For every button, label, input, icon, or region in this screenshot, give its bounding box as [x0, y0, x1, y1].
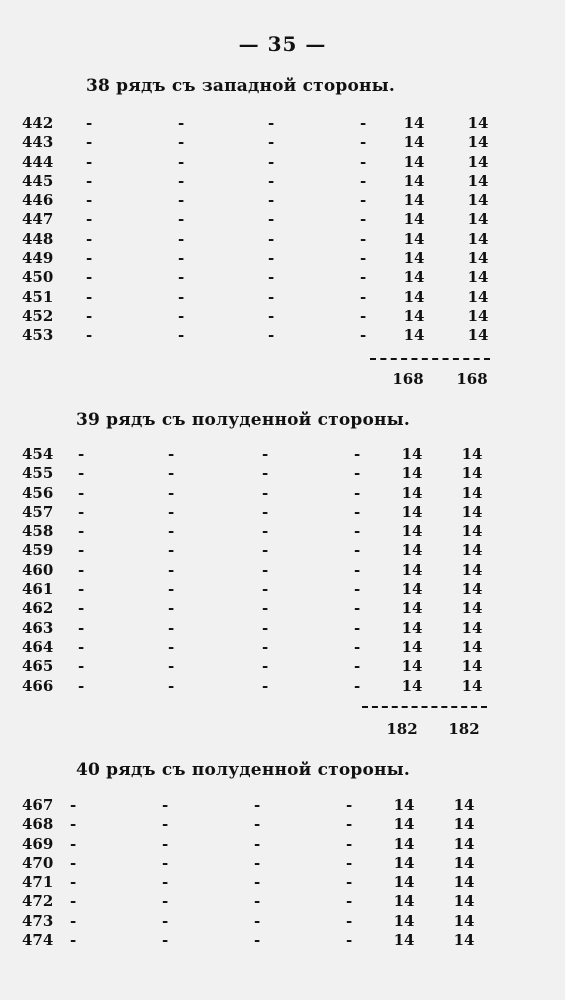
value-col1: 14 [403, 229, 425, 248]
value-col2: 14 [461, 464, 483, 483]
table-row [0, 484, 565, 503]
ditto-dash: - [178, 326, 185, 345]
table-row [0, 503, 565, 522]
ditto-dash: - [168, 541, 175, 560]
ditto-dash: - [354, 522, 361, 541]
ditto-dash: - [70, 796, 77, 814]
value-col1: 14 [403, 133, 425, 152]
ditto-dash: - [86, 191, 93, 210]
ditto-dash: - [254, 853, 261, 872]
table-row [0, 326, 565, 345]
ditto-dash: - [168, 676, 175, 695]
ditto-dash: - [254, 815, 261, 834]
ditto-dash: - [268, 133, 275, 152]
ditto-dash: - [162, 815, 169, 834]
ditto-dash: - [360, 152, 367, 171]
ditto-dash: - [70, 892, 77, 911]
ditto-dash: - [354, 580, 361, 599]
ditto-dash: - [262, 502, 269, 521]
ditto-dash: - [86, 287, 93, 306]
table-row [0, 638, 565, 657]
ditto-dash: - [346, 892, 353, 911]
ditto-dash: - [262, 676, 269, 695]
row-number: 450 [22, 268, 54, 287]
ditto-dash: - [78, 483, 85, 502]
ditto-dash: - [268, 152, 275, 171]
ditto-dash: - [162, 853, 169, 872]
ditto-dash: - [78, 445, 85, 463]
value-col2: 14 [461, 676, 483, 695]
ditto-dash: - [262, 637, 269, 656]
ditto-dash: - [178, 114, 185, 132]
value-col1: 14 [403, 210, 425, 229]
ditto-dash: - [78, 580, 85, 599]
value-col2: 14 [461, 483, 483, 502]
value-col1: 14 [401, 502, 423, 521]
ditto-dash: - [78, 560, 85, 579]
table-row [0, 230, 565, 249]
row-number: 470 [22, 853, 54, 872]
value-col1: 14 [401, 541, 423, 560]
row-number: 474 [22, 931, 54, 950]
value-col1: 14 [401, 560, 423, 579]
value-col2: 14 [453, 873, 475, 892]
value-col2: 14 [453, 853, 475, 872]
ditto-dash: - [360, 210, 367, 229]
row-number: 449 [22, 249, 54, 268]
ditto-dash: - [360, 326, 367, 345]
ditto-dash: - [354, 502, 361, 521]
table-row [0, 931, 565, 950]
table-row [0, 307, 565, 326]
ditto-dash: - [178, 191, 185, 210]
ditto-dash: - [354, 464, 361, 483]
row-number: 454 [22, 445, 54, 463]
ditto-dash: - [70, 834, 77, 853]
ditto-dash: - [78, 618, 85, 637]
ditto-dash: - [354, 560, 361, 579]
ditto-dash: - [360, 229, 367, 248]
value-col1: 14 [401, 483, 423, 502]
value-col1: 14 [393, 796, 415, 814]
ditto-dash: - [86, 152, 93, 171]
section-rows-39 [0, 445, 565, 696]
ditto-dash: - [178, 152, 185, 171]
row-number: 451 [22, 287, 54, 306]
ditto-dash: - [254, 892, 261, 911]
ditto-dash: - [78, 676, 85, 695]
table-row [0, 541, 565, 560]
value-col2: 14 [461, 560, 483, 579]
row-number: 468 [22, 815, 54, 834]
value-col1: 14 [401, 522, 423, 541]
section-heading-39: 39 рядъ съ полуденной стороны. [76, 410, 411, 430]
ditto-dash: - [168, 483, 175, 502]
ditto-dash: - [86, 229, 93, 248]
value-col1: 14 [401, 657, 423, 676]
value-col2: 14 [453, 931, 475, 950]
ditto-dash: - [168, 522, 175, 541]
ditto-dash: - [78, 502, 85, 521]
ditto-dash: - [178, 171, 185, 190]
ditto-dash: - [86, 210, 93, 229]
value-col2: 14 [467, 152, 489, 171]
row-number: 462 [22, 599, 54, 618]
value-col1: 14 [393, 931, 415, 950]
table-row [0, 892, 565, 911]
value-col1: 14 [401, 599, 423, 618]
table-row [0, 796, 565, 815]
ditto-dash: - [262, 580, 269, 599]
ditto-dash: - [360, 249, 367, 268]
ditto-dash: - [268, 171, 275, 190]
row-number: 463 [22, 618, 54, 637]
ditto-dash: - [262, 560, 269, 579]
value-col1: 14 [403, 114, 425, 132]
ditto-dash: - [178, 287, 185, 306]
table-row [0, 249, 565, 268]
ditto-dash: - [168, 657, 175, 676]
value-col1: 14 [401, 637, 423, 656]
row-number: 442 [22, 114, 54, 132]
row-number: 469 [22, 834, 54, 853]
value-col2: 14 [453, 796, 475, 814]
value-col2: 14 [461, 599, 483, 618]
table-row [0, 464, 565, 483]
value-col1: 14 [403, 268, 425, 287]
ditto-dash: - [354, 541, 361, 560]
value-col2: 14 [467, 326, 489, 345]
row-number: 448 [22, 229, 54, 248]
ditto-dash: - [162, 834, 169, 853]
row-number: 447 [22, 210, 54, 229]
ditto-dash: - [86, 249, 93, 268]
ditto-dash: - [78, 464, 85, 483]
ditto-dash: - [354, 618, 361, 637]
table-row [0, 619, 565, 638]
ditto-dash: - [346, 873, 353, 892]
ditto-dash: - [346, 931, 353, 950]
ditto-dash: - [268, 268, 275, 287]
ditto-dash: - [360, 133, 367, 152]
ditto-dash: - [354, 599, 361, 618]
section-rows-40 [0, 796, 565, 950]
value-col1: 14 [401, 464, 423, 483]
ditto-dash: - [360, 268, 367, 287]
ditto-dash: - [254, 873, 261, 892]
section-heading-38: 38 рядъ съ западной стороны. [86, 76, 396, 96]
value-col2: 14 [467, 249, 489, 268]
ditto-dash: - [262, 464, 269, 483]
value-col2: 14 [467, 191, 489, 210]
table-row [0, 677, 565, 696]
value-col1: 14 [403, 152, 425, 171]
ditto-dash: - [178, 249, 185, 268]
ditto-dash: - [268, 287, 275, 306]
ditto-dash: - [254, 796, 261, 814]
row-container [0, 796, 565, 950]
ditto-dash: - [346, 911, 353, 930]
value-col2: 14 [461, 580, 483, 599]
ditto-dash: - [268, 326, 275, 345]
value-col1: 14 [393, 853, 415, 872]
ditto-dash: - [168, 599, 175, 618]
ditto-dash: - [354, 657, 361, 676]
ditto-dash: - [268, 306, 275, 325]
table-row [0, 210, 565, 229]
row-number: 465 [22, 657, 54, 676]
row-number: 467 [22, 796, 54, 814]
ditto-dash: - [168, 560, 175, 579]
value-col1: 14 [401, 580, 423, 599]
ditto-dash: - [360, 287, 367, 306]
ditto-dash: - [168, 445, 175, 463]
row-number: 444 [22, 152, 54, 171]
ditto-dash: - [262, 657, 269, 676]
row-container [0, 445, 565, 696]
value-col2: 14 [461, 637, 483, 656]
row-number: 446 [22, 191, 54, 210]
value-col2: 14 [461, 502, 483, 521]
ditto-dash: - [354, 637, 361, 656]
row-number: 455 [22, 464, 54, 483]
total-col1-38: 168 [392, 370, 424, 388]
value-col2: 14 [461, 618, 483, 637]
ditto-dash: - [254, 834, 261, 853]
table-row [0, 522, 565, 541]
ditto-dash: - [70, 853, 77, 872]
ditto-dash: - [346, 815, 353, 834]
value-col2: 14 [467, 133, 489, 152]
table-row [0, 445, 565, 464]
ditto-dash: - [360, 171, 367, 190]
value-col2: 14 [467, 171, 489, 190]
ditto-dash: - [78, 522, 85, 541]
row-number: 471 [22, 873, 54, 892]
row-number: 461 [22, 580, 54, 599]
row-number: 456 [22, 483, 54, 502]
ditto-dash: - [168, 502, 175, 521]
row-number: 472 [22, 892, 54, 911]
ditto-dash: - [268, 229, 275, 248]
ditto-dash: - [354, 676, 361, 695]
page-number: — 35 — [238, 32, 327, 56]
ditto-dash: - [162, 873, 169, 892]
ditto-dash: - [78, 637, 85, 656]
ditto-dash: - [178, 306, 185, 325]
value-col2: 14 [461, 522, 483, 541]
table-row [0, 815, 565, 834]
value-col1: 14 [403, 191, 425, 210]
ditto-dash: - [168, 580, 175, 599]
value-col2: 14 [461, 445, 483, 463]
row-number: 453 [22, 326, 54, 345]
total-rule-38 [370, 358, 490, 360]
ditto-dash: - [178, 268, 185, 287]
table-row [0, 912, 565, 931]
ditto-dash: - [70, 931, 77, 950]
value-col1: 14 [401, 676, 423, 695]
ditto-dash: - [262, 522, 269, 541]
table-row [0, 268, 565, 287]
table-row [0, 288, 565, 307]
ditto-dash: - [268, 249, 275, 268]
table-row [0, 114, 565, 133]
table-row [0, 599, 565, 618]
row-number: 459 [22, 541, 54, 560]
ditto-dash: - [360, 114, 367, 132]
ditto-dash: - [262, 541, 269, 560]
ditto-dash: - [86, 171, 93, 190]
ditto-dash: - [162, 931, 169, 950]
row-number: 473 [22, 911, 54, 930]
ditto-dash: - [346, 796, 353, 814]
value-col1: 14 [401, 618, 423, 637]
ditto-dash: - [78, 657, 85, 676]
value-col1: 14 [403, 306, 425, 325]
ditto-dash: - [262, 599, 269, 618]
ditto-dash: - [178, 210, 185, 229]
ditto-dash: - [346, 853, 353, 872]
row-number: 460 [22, 560, 54, 579]
table-row [0, 580, 565, 599]
ditto-dash: - [354, 445, 361, 463]
ditto-dash: - [162, 892, 169, 911]
table-row [0, 153, 565, 172]
table-row [0, 854, 565, 873]
ditto-dash: - [162, 911, 169, 930]
value-col1: 14 [393, 815, 415, 834]
ditto-dash: - [346, 834, 353, 853]
row-number: 457 [22, 502, 54, 521]
ditto-dash: - [268, 114, 275, 132]
ditto-dash: - [268, 191, 275, 210]
ditto-dash: - [360, 191, 367, 210]
ditto-dash: - [268, 210, 275, 229]
value-col1: 14 [403, 287, 425, 306]
ditto-dash: - [168, 618, 175, 637]
table-row [0, 191, 565, 210]
value-col2: 14 [467, 229, 489, 248]
row-number: 458 [22, 522, 54, 541]
table-row [0, 561, 565, 580]
value-col2: 14 [453, 911, 475, 930]
total-col1-39: 182 [386, 720, 418, 738]
value-col1: 14 [393, 911, 415, 930]
ditto-dash: - [86, 268, 93, 287]
ditto-dash: - [70, 873, 77, 892]
value-col1: 14 [393, 892, 415, 911]
value-col2: 14 [453, 834, 475, 853]
ditto-dash: - [262, 618, 269, 637]
ditto-dash: - [70, 911, 77, 930]
ditto-dash: - [262, 483, 269, 502]
ditto-dash: - [70, 815, 77, 834]
total-col2-39: 182 [448, 720, 480, 738]
ditto-dash: - [262, 445, 269, 463]
total-rule-39 [362, 706, 487, 708]
ditto-dash: - [354, 483, 361, 502]
section-heading-40: 40 рядъ съ полуденной стороны. [76, 760, 411, 780]
ditto-dash: - [78, 541, 85, 560]
ditto-dash: - [168, 637, 175, 656]
table-row [0, 133, 565, 152]
value-col2: 14 [453, 815, 475, 834]
ditto-dash: - [168, 464, 175, 483]
section-rows-38 [0, 114, 565, 346]
row-number: 443 [22, 133, 54, 152]
table-row [0, 873, 565, 892]
row-number: 464 [22, 637, 54, 656]
value-col1: 14 [393, 834, 415, 853]
value-col1: 14 [403, 171, 425, 190]
value-col2: 14 [461, 541, 483, 560]
value-col1: 14 [403, 326, 425, 345]
row-container [0, 114, 565, 346]
ditto-dash: - [254, 931, 261, 950]
ditto-dash: - [162, 796, 169, 814]
ditto-dash: - [178, 229, 185, 248]
value-col1: 14 [401, 445, 423, 463]
value-col1: 14 [393, 873, 415, 892]
value-col2: 14 [453, 892, 475, 911]
ditto-dash: - [360, 306, 367, 325]
ditto-dash: - [86, 114, 93, 132]
value-col2: 14 [467, 268, 489, 287]
value-col2: 14 [467, 306, 489, 325]
value-col2: 14 [467, 210, 489, 229]
table-row [0, 835, 565, 854]
ditto-dash: - [86, 306, 93, 325]
table-row [0, 657, 565, 676]
ditto-dash: - [78, 599, 85, 618]
value-col2: 14 [467, 287, 489, 306]
ditto-dash: - [86, 326, 93, 345]
row-number: 445 [22, 171, 54, 190]
ditto-dash: - [254, 911, 261, 930]
value-col2: 14 [467, 114, 489, 132]
value-col1: 14 [403, 249, 425, 268]
value-col2: 14 [461, 657, 483, 676]
ditto-dash: - [178, 133, 185, 152]
row-number: 452 [22, 306, 54, 325]
total-col2-38: 168 [456, 370, 488, 388]
row-number: 466 [22, 676, 54, 695]
table-row [0, 172, 565, 191]
ditto-dash: - [86, 133, 93, 152]
